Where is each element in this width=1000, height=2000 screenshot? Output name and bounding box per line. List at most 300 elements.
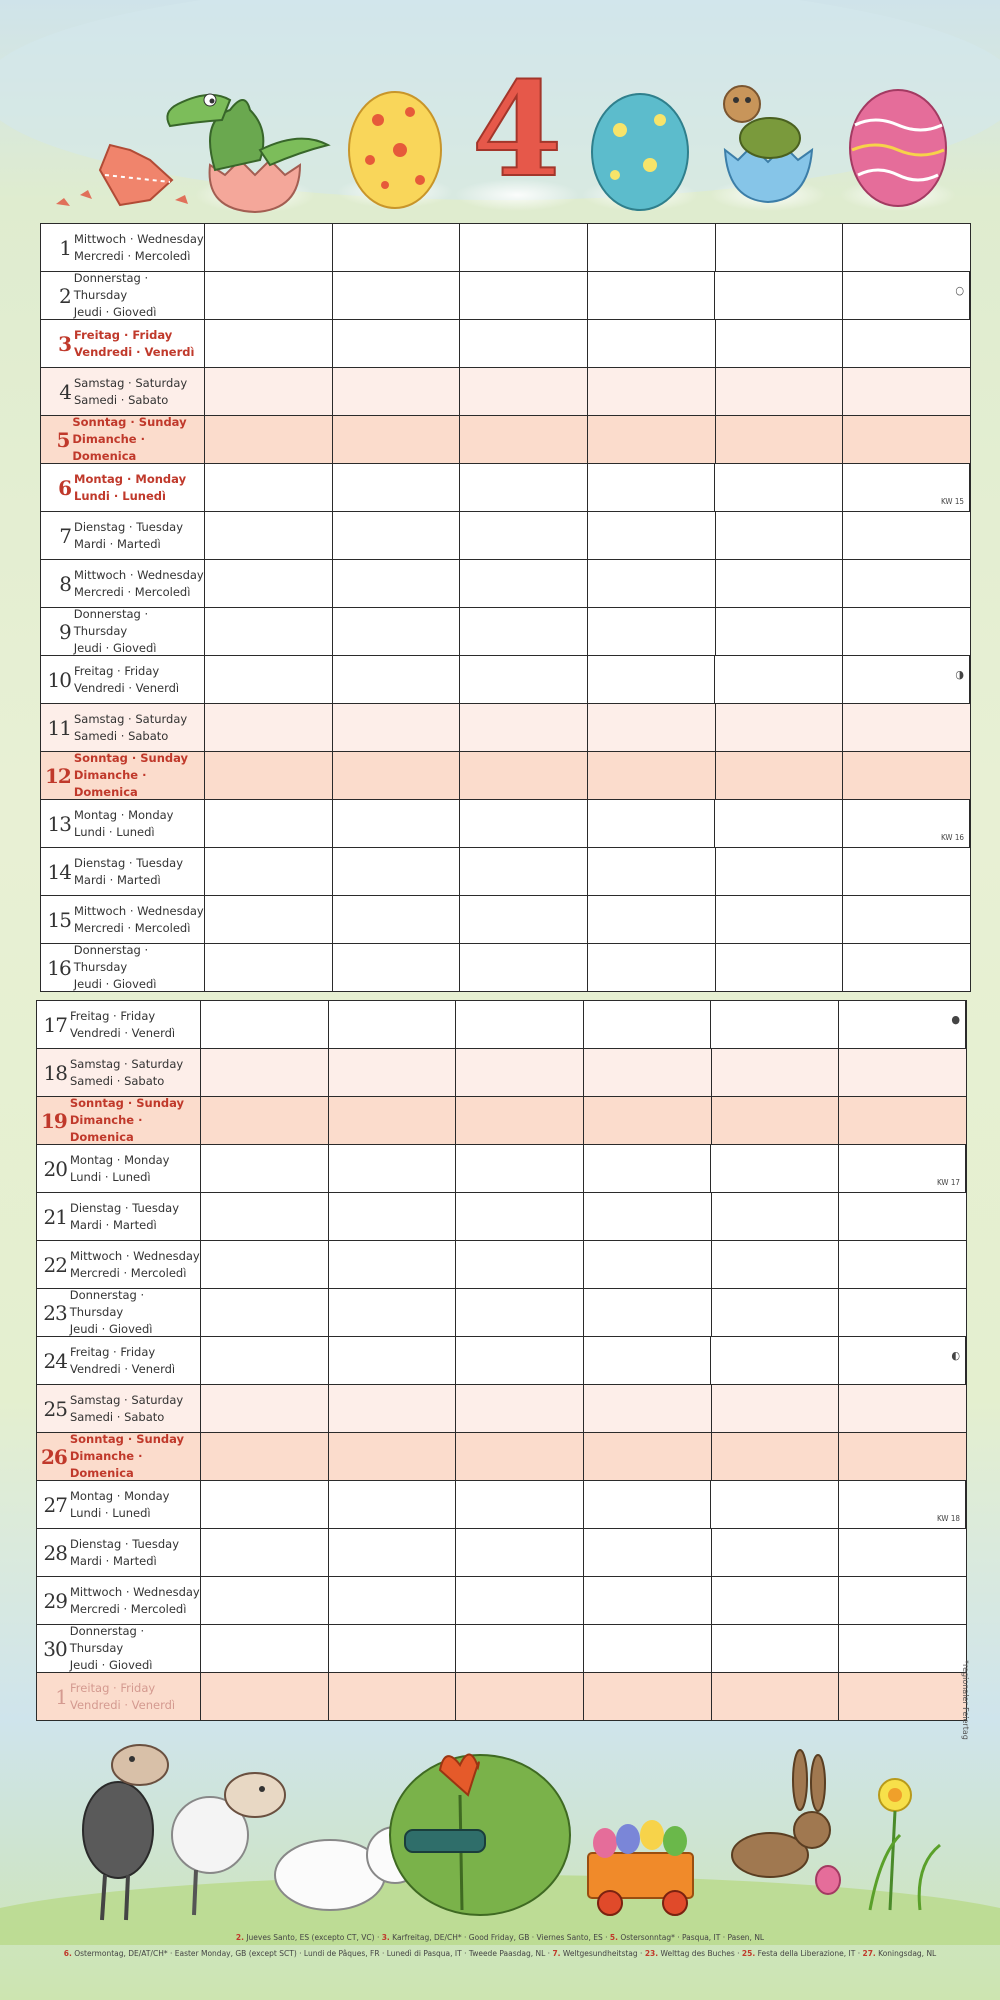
- entry-cell[interactable]: [201, 1145, 329, 1192]
- entry-cell[interactable]: [843, 560, 970, 607]
- footnote-text: Jueves Santo, ES (excepto CT, VC) ·: [243, 1933, 382, 1942]
- day-name-fr-it: Mercredi · Mercoledì: [70, 1265, 187, 1280]
- day-row: [37, 1673, 966, 1721]
- entry-cell[interactable]: [205, 464, 333, 511]
- entry-cell[interactable]: [460, 416, 588, 463]
- entry-cell[interactable]: [333, 896, 461, 943]
- entry-cell[interactable]: [588, 416, 716, 463]
- entry-cell[interactable]: [460, 512, 588, 559]
- entry-cell[interactable]: [584, 1481, 712, 1528]
- entry-cell[interactable]: [588, 608, 716, 655]
- entry-cell[interactable]: [333, 656, 461, 703]
- entry-cell[interactable]: [333, 560, 461, 607]
- entry-cell[interactable]: [329, 1097, 457, 1144]
- entry-cell[interactable]: [843, 416, 970, 463]
- day-row: [41, 272, 970, 320]
- footnote-text: Ostermontag, DE/AT/CH* · Easter Monday, GB (except SCT) · Lundi de Pâques, FR · Lunedì di Pasqua, IT · Tweede Paasdag, NL ·: [71, 1949, 553, 1958]
- entry-cell[interactable]: [715, 800, 843, 847]
- entry-cell[interactable]: [588, 848, 716, 895]
- day-name-fr-it: Vendredi · Venerdì: [70, 1697, 176, 1712]
- day-number: 29: [43, 1588, 67, 1613]
- entry-cell[interactable]: [712, 1049, 840, 1096]
- entry-cell[interactable]: [584, 1529, 712, 1576]
- entry-cell[interactable]: [460, 752, 588, 799]
- entry-cell[interactable]: [839, 1337, 967, 1384]
- day-number: 13: [47, 811, 71, 836]
- entry-cell[interactable]: [716, 704, 844, 751]
- entry-cell[interactable]: [456, 1097, 584, 1144]
- entry-cell[interactable]: [333, 224, 461, 271]
- day-name-de-en: Samstag · Saturday: [70, 1056, 184, 1071]
- entry-cell[interactable]: [329, 1625, 457, 1672]
- entry-cell[interactable]: [460, 656, 588, 703]
- entry-cell[interactable]: [205, 272, 333, 319]
- footnote-text: Festa della Liberazione, IT ·: [755, 1949, 863, 1958]
- day-row: [37, 1337, 966, 1385]
- entry-cell[interactable]: [205, 608, 333, 655]
- day-number: 2: [59, 283, 71, 308]
- entry-cell[interactable]: [456, 1337, 584, 1384]
- footnote-date: 3.: [381, 1933, 390, 1942]
- day-label-cell: [41, 704, 205, 751]
- day-name-de-en: Dienstag · Tuesday: [70, 1200, 180, 1215]
- day-number: 1: [55, 1684, 67, 1709]
- entry-cell[interactable]: [843, 656, 971, 703]
- footnote-text: Ostersonntag* · Pasqua, IT · Pasen, NL: [617, 1933, 765, 1942]
- entry-cell[interactable]: [843, 752, 970, 799]
- entry-cell[interactable]: [333, 464, 461, 511]
- entry-cell[interactable]: [329, 1529, 457, 1576]
- entry-cell[interactable]: [460, 560, 588, 607]
- day-name-de-en: Mittwoch · Wednesday: [70, 1584, 200, 1599]
- entry-cell[interactable]: [584, 1001, 712, 1048]
- entry-cell[interactable]: [839, 1385, 966, 1432]
- day-names: [74, 750, 204, 801]
- entry-cell[interactable]: [588, 896, 716, 943]
- day-number: 4: [59, 379, 71, 404]
- day-label-cell: [37, 1145, 201, 1192]
- day-row: [37, 1385, 966, 1433]
- entry-cell[interactable]: [201, 1481, 329, 1528]
- entry-cell[interactable]: [329, 1385, 457, 1432]
- entry-cell[interactable]: [715, 656, 843, 703]
- entry-cell[interactable]: [201, 1385, 329, 1432]
- day-name-de-en: Montag · Monday: [70, 1488, 170, 1503]
- day-number: 10: [47, 667, 71, 692]
- entry-cell[interactable]: [588, 464, 716, 511]
- day-number: 9: [59, 619, 71, 644]
- entry-cell[interactable]: [843, 608, 970, 655]
- day-name-de-en: Donnerstag · Thursday: [73, 607, 149, 638]
- day-number: 1: [59, 235, 71, 260]
- entry-cell[interactable]: [584, 1193, 712, 1240]
- day-names: [74, 606, 204, 657]
- day-number: 19: [41, 1108, 67, 1133]
- entry-cell[interactable]: [712, 1385, 840, 1432]
- entry-cell[interactable]: [711, 1337, 839, 1384]
- day-number: 8: [59, 571, 71, 596]
- entry-cell[interactable]: [588, 368, 716, 415]
- entry-cell[interactable]: [460, 896, 588, 943]
- entry-cell[interactable]: [333, 416, 461, 463]
- entry-cell[interactable]: [716, 944, 844, 991]
- entry-cell[interactable]: [712, 1529, 840, 1576]
- entry-cell[interactable]: [329, 1193, 457, 1240]
- entry-cell[interactable]: [201, 1337, 329, 1384]
- entry-cell[interactable]: [460, 320, 588, 367]
- entry-cell[interactable]: [333, 800, 461, 847]
- entry-cell[interactable]: [333, 272, 461, 319]
- entry-cell[interactable]: [201, 1001, 329, 1048]
- footnote-line-1: [0, 1930, 1000, 1946]
- entry-cell[interactable]: [839, 1241, 966, 1288]
- entry-cell[interactable]: [584, 1625, 712, 1672]
- entry-cell[interactable]: [588, 800, 716, 847]
- entry-cell[interactable]: [201, 1433, 329, 1480]
- entry-cell[interactable]: [584, 1673, 712, 1720]
- day-row: [37, 1289, 966, 1337]
- day-names: [70, 1095, 200, 1146]
- day-label-cell: [37, 1529, 201, 1576]
- day-names: [70, 1488, 169, 1522]
- entry-cell[interactable]: [333, 704, 461, 751]
- day-label-cell: [37, 1001, 201, 1048]
- entry-cell[interactable]: [588, 944, 716, 991]
- entry-cell[interactable]: [716, 320, 844, 367]
- entry-cell[interactable]: [712, 1097, 840, 1144]
- entry-cell[interactable]: [329, 1577, 457, 1624]
- entry-cell[interactable]: [460, 848, 588, 895]
- entry-cell[interactable]: [205, 704, 333, 751]
- entry-cell[interactable]: [712, 1241, 840, 1288]
- entry-cell[interactable]: [205, 896, 333, 943]
- entry-cell[interactable]: [716, 416, 844, 463]
- entry-cell[interactable]: [460, 272, 588, 319]
- footnote-date: 5.: [609, 1933, 618, 1942]
- entry-cell[interactable]: [205, 944, 333, 991]
- entry-cell[interactable]: [205, 512, 333, 559]
- entry-cell[interactable]: [843, 896, 970, 943]
- day-number: 15: [47, 907, 71, 932]
- entry-cell[interactable]: [201, 1193, 329, 1240]
- day-name-de-en: Freitag · Friday: [70, 1680, 156, 1695]
- day-number: 28: [43, 1540, 67, 1565]
- entry-cell[interactable]: [588, 272, 716, 319]
- entry-cell[interactable]: [711, 1001, 839, 1048]
- entry-cell[interactable]: [584, 1097, 712, 1144]
- entry-cell[interactable]: [333, 512, 461, 559]
- entry-cell[interactable]: [839, 1193, 966, 1240]
- entry-cell[interactable]: [201, 1673, 329, 1720]
- day-names: [74, 375, 187, 409]
- entry-cell[interactable]: [843, 512, 970, 559]
- day-name-de-en: Montag · Monday: [74, 807, 174, 822]
- footnote-line-2: [0, 1946, 1000, 1962]
- entry-cell[interactable]: [333, 368, 461, 415]
- day-name-fr-it: Mercredi · Mercoledì: [70, 1601, 187, 1616]
- day-number: 14: [47, 859, 71, 884]
- entry-cell[interactable]: [715, 272, 843, 319]
- entry-cell[interactable]: [843, 848, 970, 895]
- entry-cell[interactable]: [456, 1385, 584, 1432]
- day-label-cell: [37, 1625, 201, 1672]
- entry-cell[interactable]: [329, 1001, 457, 1048]
- day-row: [37, 1625, 966, 1673]
- entry-cell[interactable]: [205, 416, 333, 463]
- entry-cell[interactable]: [460, 944, 588, 991]
- day-row: [41, 368, 970, 416]
- day-row: [41, 560, 970, 608]
- entry-cell[interactable]: [588, 704, 716, 751]
- entry-cell[interactable]: [839, 1049, 966, 1096]
- entry-cell[interactable]: [584, 1241, 712, 1288]
- entry-cell[interactable]: [584, 1049, 712, 1096]
- day-row: [41, 416, 970, 464]
- entry-cell[interactable]: [201, 1577, 329, 1624]
- entry-cell[interactable]: [456, 1625, 584, 1672]
- entry-cell[interactable]: [329, 1049, 457, 1096]
- day-name-fr-it: Samedi · Sabato: [74, 728, 169, 743]
- entry-cell[interactable]: [456, 1145, 584, 1192]
- day-number: 16: [47, 955, 71, 980]
- entry-cell[interactable]: [839, 1433, 966, 1480]
- footnote-text: Weltgesundheitstag ·: [560, 1949, 645, 1958]
- entry-cell[interactable]: [460, 704, 588, 751]
- footnote-date: 27.: [862, 1949, 876, 1958]
- day-name-de-en: Donnerstag · Thursday: [73, 271, 149, 302]
- day-name-fr-it: Mardi · Martedì: [74, 536, 161, 551]
- entry-cell[interactable]: [839, 1097, 966, 1144]
- day-name-de-en: Donnerstag · Thursday: [69, 1624, 145, 1655]
- entry-cell[interactable]: [460, 608, 588, 655]
- day-names: [74, 567, 204, 601]
- entry-cell[interactable]: [333, 848, 461, 895]
- day-label-cell: [37, 1577, 201, 1624]
- day-name-fr-it: Mercredi · Mercoledì: [74, 920, 191, 935]
- day-label-cell: [41, 368, 205, 415]
- entry-cell[interactable]: [839, 1529, 966, 1576]
- day-names: [74, 231, 204, 265]
- entry-cell[interactable]: [839, 1625, 966, 1672]
- day-names: [74, 903, 204, 937]
- entry-cell[interactable]: [843, 224, 970, 271]
- entry-cell[interactable]: [205, 656, 333, 703]
- day-row: [37, 1481, 966, 1529]
- moon-phase-icon: ●: [951, 1013, 960, 1026]
- entry-cell[interactable]: [456, 1289, 584, 1336]
- day-name-fr-it: Dimanche · Domenica: [73, 768, 147, 799]
- day-name-fr-it: Mardi · Martedì: [70, 1217, 157, 1232]
- day-names: [74, 807, 173, 841]
- moon-phase-icon: ◐: [951, 1349, 960, 1362]
- entry-cell[interactable]: [712, 1289, 840, 1336]
- entry-cell[interactable]: [205, 752, 333, 799]
- day-name-fr-it: Vendredi · Venerdì: [70, 1361, 176, 1376]
- entry-cell[interactable]: [333, 944, 461, 991]
- entry-cell[interactable]: [205, 848, 333, 895]
- day-number: 27: [43, 1492, 67, 1517]
- day-names: [70, 1584, 200, 1618]
- entry-cell[interactable]: [712, 1625, 840, 1672]
- day-name-fr-it: Lundi · Lunedì: [70, 1169, 151, 1184]
- entry-cell[interactable]: [333, 608, 461, 655]
- entry-cell[interactable]: [711, 1145, 839, 1192]
- entry-cell[interactable]: [205, 560, 333, 607]
- entry-cell[interactable]: [460, 224, 588, 271]
- entry-cell[interactable]: [584, 1289, 712, 1336]
- entry-cell[interactable]: [712, 1577, 840, 1624]
- entry-cell[interactable]: [584, 1337, 712, 1384]
- day-names: [70, 1152, 169, 1186]
- entry-cell[interactable]: [456, 1673, 584, 1720]
- entry-cell[interactable]: [584, 1385, 712, 1432]
- entry-cell[interactable]: [843, 272, 971, 319]
- entry-cell[interactable]: [460, 368, 588, 415]
- entry-cell[interactable]: [839, 1001, 967, 1048]
- entry-cell[interactable]: [712, 1673, 840, 1720]
- day-label-cell: [41, 608, 205, 655]
- entry-cell[interactable]: [456, 1193, 584, 1240]
- entry-cell[interactable]: [712, 1433, 840, 1480]
- entry-cell[interactable]: [201, 1049, 329, 1096]
- entry-cell[interactable]: [460, 464, 588, 511]
- entry-cell[interactable]: [456, 1001, 584, 1048]
- footnote-date: 6.: [63, 1949, 72, 1958]
- day-label-cell: [41, 800, 205, 847]
- entry-cell[interactable]: [584, 1433, 712, 1480]
- day-number: 6: [58, 475, 71, 500]
- day-name-de-en: Montag · Monday: [70, 1152, 170, 1167]
- calendar-week-label: KW 17: [937, 1178, 960, 1187]
- day-name-fr-it: Dimanche · Domenica: [72, 432, 145, 463]
- entry-cell[interactable]: [584, 1145, 712, 1192]
- day-number: 7: [59, 523, 71, 548]
- entry-cell[interactable]: [716, 848, 844, 895]
- entry-cell[interactable]: [456, 1433, 584, 1480]
- entry-cell[interactable]: [201, 1241, 329, 1288]
- entry-cell[interactable]: [456, 1241, 584, 1288]
- entry-cell[interactable]: [588, 512, 716, 559]
- day-label-cell: [37, 1289, 201, 1336]
- entry-cell[interactable]: [843, 704, 970, 751]
- day-row: [41, 944, 970, 992]
- day-names: [70, 1344, 175, 1378]
- entry-cell[interactable]: [460, 800, 588, 847]
- entry-cell[interactable]: [201, 1289, 329, 1336]
- entry-cell[interactable]: [716, 512, 844, 559]
- entry-cell[interactable]: [588, 224, 716, 271]
- entry-cell[interactable]: [333, 320, 461, 367]
- entry-cell[interactable]: [456, 1481, 584, 1528]
- entry-cell[interactable]: [456, 1529, 584, 1576]
- entry-cell[interactable]: [839, 1289, 966, 1336]
- entry-cell[interactable]: [588, 656, 716, 703]
- entry-cell[interactable]: [201, 1097, 329, 1144]
- day-number: 22: [43, 1252, 67, 1277]
- day-name-fr-it: Jeudi · Giovedì: [73, 641, 157, 655]
- entry-cell[interactable]: [716, 368, 844, 415]
- entry-cell[interactable]: [333, 752, 461, 799]
- entry-cell[interactable]: [584, 1577, 712, 1624]
- entry-cell[interactable]: [329, 1289, 457, 1336]
- entry-cell[interactable]: [715, 464, 843, 511]
- day-name-de-en: Freitag · Friday: [70, 1008, 156, 1023]
- entry-cell[interactable]: [588, 320, 716, 367]
- day-label-cell: [41, 224, 205, 271]
- entry-cell[interactable]: [588, 752, 716, 799]
- day-names: [74, 471, 186, 505]
- entry-cell[interactable]: [839, 1577, 966, 1624]
- entry-cell[interactable]: [839, 1673, 966, 1720]
- entry-cell[interactable]: [712, 1193, 840, 1240]
- entry-cell[interactable]: [711, 1481, 839, 1528]
- footnote-text: Karfreitag, DE/CH* · Good Friday, GB · Viernes Santo, ES ·: [389, 1933, 610, 1942]
- day-name-fr-it: Vendredi · Venerdì: [74, 344, 195, 359]
- entry-cell[interactable]: [843, 944, 970, 991]
- day-label-cell: [41, 656, 205, 703]
- entry-cell[interactable]: [456, 1577, 584, 1624]
- entry-cell[interactable]: [716, 608, 844, 655]
- day-row: [41, 800, 970, 848]
- day-name-fr-it: Jeudi · Giovedì: [69, 1658, 153, 1672]
- entry-cell[interactable]: [716, 752, 844, 799]
- entry-cell[interactable]: [205, 368, 333, 415]
- day-number: 18: [43, 1060, 67, 1085]
- entry-cell[interactable]: [205, 800, 333, 847]
- day-name-de-en: Sonntag · Sunday: [73, 751, 189, 765]
- calendar-week-label: KW 16: [941, 833, 964, 842]
- day-name-fr-it: Lundi · Lunedì: [74, 488, 166, 503]
- entry-cell[interactable]: [329, 1433, 457, 1480]
- entry-cell[interactable]: [329, 1337, 457, 1384]
- calendar-week-label: KW 18: [937, 1514, 960, 1523]
- day-names: [74, 327, 194, 361]
- entry-cell[interactable]: [456, 1049, 584, 1096]
- entry-cell[interactable]: [329, 1241, 457, 1288]
- day-row: [37, 1001, 966, 1049]
- day-name-de-en: Mittwoch · Wednesday: [74, 567, 204, 582]
- day-number: 12: [45, 763, 71, 788]
- day-name-fr-it: Vendredi · Venerdì: [74, 680, 180, 695]
- entry-cell[interactable]: [329, 1145, 457, 1192]
- entry-cell[interactable]: [716, 896, 844, 943]
- day-row: [37, 1577, 966, 1625]
- entry-cell[interactable]: [588, 560, 716, 607]
- day-row: [37, 1529, 966, 1577]
- day-name-de-en: Mittwoch · Wednesday: [70, 1248, 200, 1263]
- day-label-cell: [37, 1385, 201, 1432]
- day-label-cell: [41, 944, 205, 991]
- entry-cell[interactable]: [201, 1625, 329, 1672]
- entry-cell[interactable]: [716, 224, 844, 271]
- regional-holiday-note: *regionaler Feiertag: [961, 1660, 970, 1740]
- day-name-de-en: Samstag · Saturday: [70, 1392, 184, 1407]
- entry-cell[interactable]: [329, 1481, 457, 1528]
- entry-cell[interactable]: [716, 560, 844, 607]
- entry-cell[interactable]: [205, 320, 333, 367]
- entry-cell[interactable]: [205, 224, 333, 271]
- day-row: [41, 704, 970, 752]
- calendar-grid-upper: [40, 223, 971, 992]
- day-row: [41, 656, 970, 704]
- entry-cell[interactable]: [843, 368, 970, 415]
- entry-cell[interactable]: [329, 1673, 457, 1720]
- entry-cell[interactable]: [201, 1529, 329, 1576]
- entry-cell[interactable]: [843, 320, 970, 367]
- day-label-cell: [37, 1241, 201, 1288]
- day-names: [72, 414, 204, 465]
- footnote-date: 2.: [235, 1933, 244, 1942]
